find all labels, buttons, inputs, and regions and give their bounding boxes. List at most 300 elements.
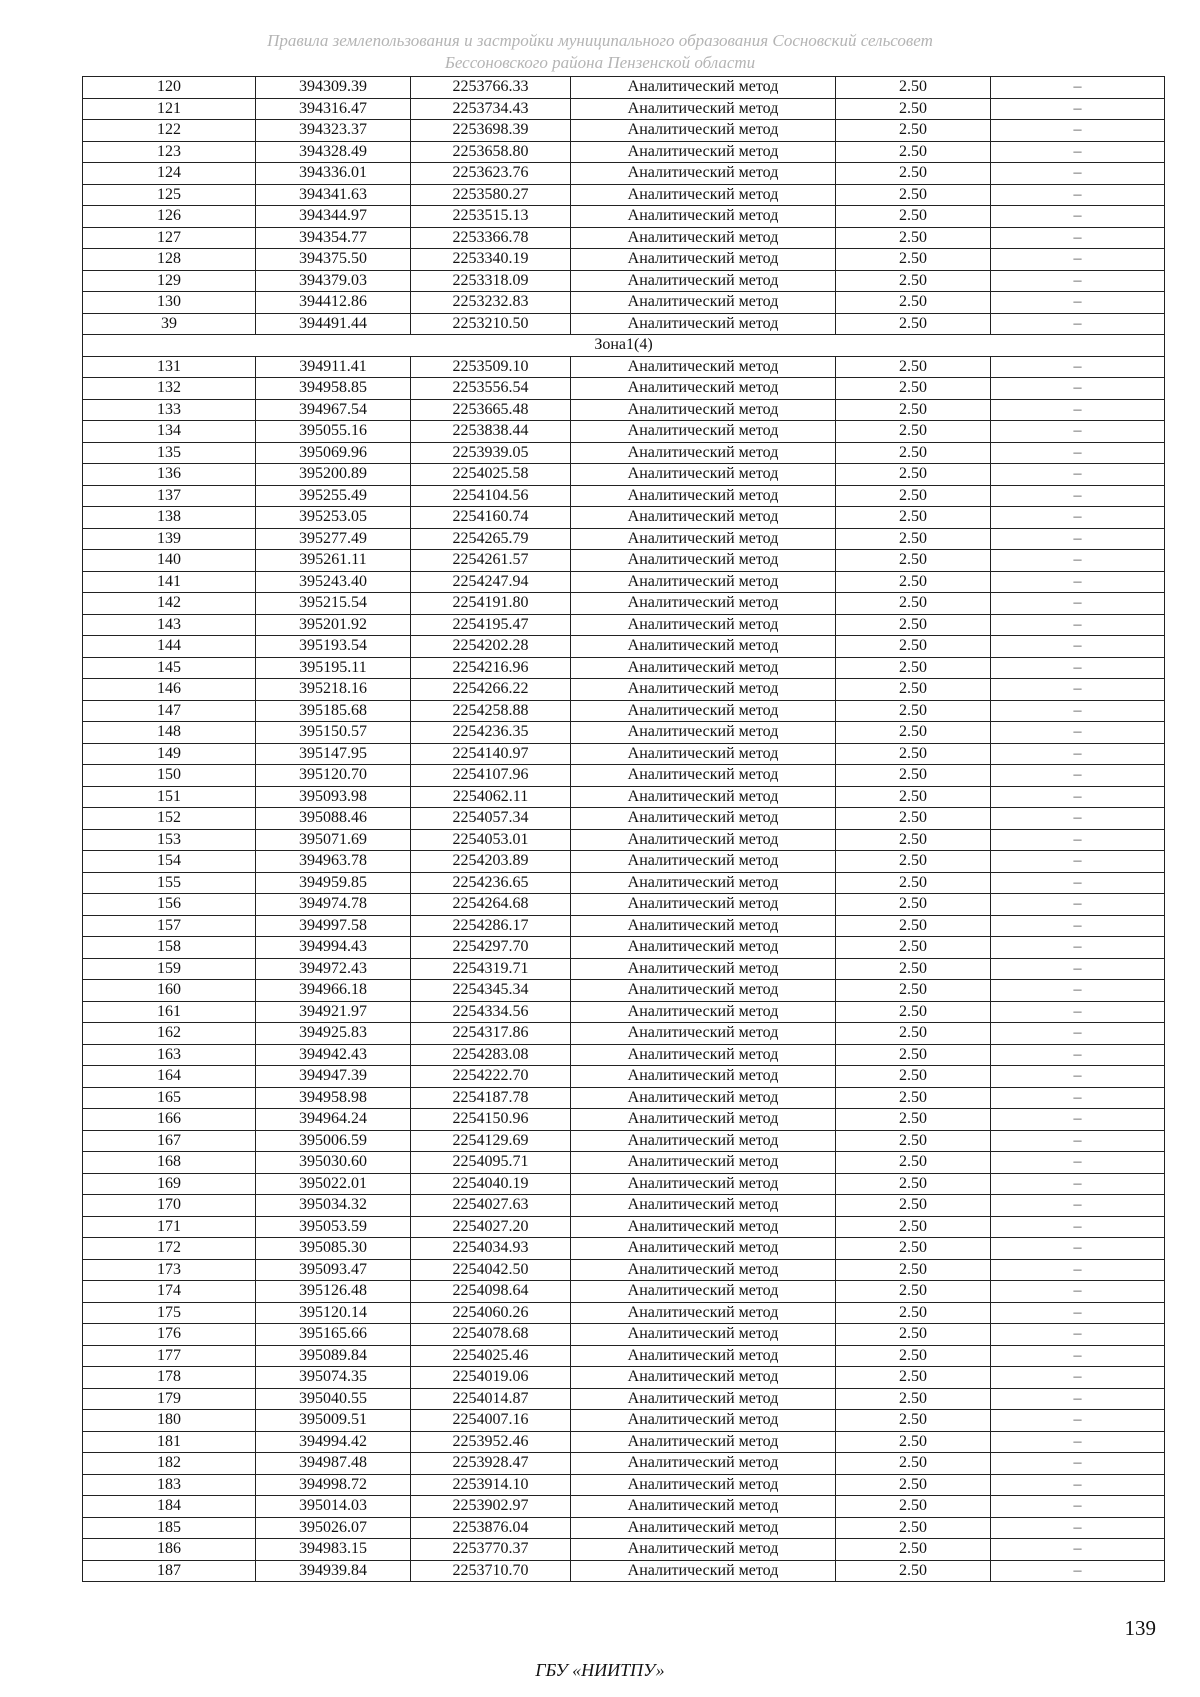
x-coordinate-cell: 395150.57 [256,722,411,744]
point-number-cell: 179 [83,1388,256,1410]
x-coordinate-cell: 394958.85 [256,378,411,400]
method-cell: Аналитический метод [571,958,836,980]
note-cell: – [991,872,1165,894]
y-coordinate-cell: 2254027.63 [411,1195,571,1217]
accuracy-cell: 2.50 [836,1087,991,1109]
point-number-cell: 134 [83,421,256,443]
table-row [83,636,1165,658]
note-cell: – [991,1173,1165,1195]
accuracy-cell: 2.50 [836,1259,991,1281]
y-coordinate-cell: 2253698.39 [411,120,571,142]
x-coordinate-cell: 394344.97 [256,206,411,228]
accuracy-cell: 2.50 [836,206,991,228]
x-coordinate-cell: 395253.05 [256,507,411,529]
point-number-cell: 176 [83,1324,256,1346]
y-coordinate-cell: 2253939.05 [411,442,571,464]
x-coordinate-cell: 395014.03 [256,1496,411,1518]
accuracy-cell: 2.50 [836,636,991,658]
table-row [83,1539,1165,1561]
y-coordinate-cell: 2253318.09 [411,270,571,292]
method-cell: Аналитический метод [571,593,836,615]
x-coordinate-cell: 395055.16 [256,421,411,443]
point-number-cell: 125 [83,184,256,206]
method-cell: Аналитический метод [571,378,836,400]
y-coordinate-cell: 2254060.26 [411,1302,571,1324]
point-number-cell: 156 [83,894,256,916]
x-coordinate-cell: 395195.11 [256,657,411,679]
point-number-cell: 122 [83,120,256,142]
accuracy-cell: 2.50 [836,356,991,378]
table-row [83,1001,1165,1023]
table-row [83,851,1165,873]
table-row [83,227,1165,249]
accuracy-cell: 2.50 [836,1238,991,1260]
method-cell: Аналитический метод [571,1453,836,1475]
accuracy-cell: 2.50 [836,980,991,1002]
note-cell: – [991,1023,1165,1045]
y-coordinate-cell: 2254187.78 [411,1087,571,1109]
running-header-line2: Бессоновского района Пензенской области [444,53,756,72]
point-number-cell: 139 [83,528,256,550]
x-coordinate-cell: 394966.18 [256,980,411,1002]
method-cell: Аналитический метод [571,1410,836,1432]
x-coordinate-cell: 394994.42 [256,1431,411,1453]
note-cell: – [991,206,1165,228]
x-coordinate-cell: 394947.39 [256,1066,411,1088]
table-row [83,421,1165,443]
x-coordinate-cell: 394341.63 [256,184,411,206]
method-cell: Аналитический метод [571,528,836,550]
table-row [83,1302,1165,1324]
method-cell: Аналитический метод [571,141,836,163]
table-row [83,1474,1165,1496]
table-row [83,571,1165,593]
x-coordinate-cell: 395053.59 [256,1216,411,1238]
point-number-cell: 147 [83,700,256,722]
method-cell: Аналитический метод [571,1216,836,1238]
point-number-cell: 187 [83,1560,256,1582]
y-coordinate-cell: 2253556.54 [411,378,571,400]
x-coordinate-cell: 394994.43 [256,937,411,959]
point-number-cell: 172 [83,1238,256,1260]
note-cell: – [991,958,1165,980]
y-coordinate-cell: 2253580.27 [411,184,571,206]
point-number-cell: 186 [83,1539,256,1561]
table-row [83,528,1165,550]
note-cell: – [991,894,1165,916]
method-cell: Аналитический метод [571,163,836,185]
note-cell: – [991,679,1165,701]
point-number-cell: 183 [83,1474,256,1496]
method-cell: Аналитический метод [571,636,836,658]
accuracy-cell: 2.50 [836,141,991,163]
y-coordinate-cell: 2254195.47 [411,614,571,636]
y-coordinate-cell: 2254150.96 [411,1109,571,1131]
point-number-cell: 180 [83,1410,256,1432]
method-cell: Аналитический метод [571,700,836,722]
point-number-cell: 121 [83,98,256,120]
table-row [83,464,1165,486]
point-number-cell: 155 [83,872,256,894]
method-cell: Аналитический метод [571,120,836,142]
note-cell: – [991,1001,1165,1023]
table-row [83,808,1165,830]
note-cell: – [991,743,1165,765]
note-cell: – [991,1539,1165,1561]
y-coordinate-cell: 2253902.97 [411,1496,571,1518]
table-row [83,1453,1165,1475]
note-cell: – [991,1216,1165,1238]
table-row [83,1130,1165,1152]
accuracy-cell: 2.50 [836,1517,991,1539]
note-cell: – [991,1044,1165,1066]
table-row [83,184,1165,206]
y-coordinate-cell: 2254317.86 [411,1023,571,1045]
y-coordinate-cell: 2253928.47 [411,1453,571,1475]
x-coordinate-cell: 395243.40 [256,571,411,593]
note-cell: – [991,1152,1165,1174]
point-number-cell: 123 [83,141,256,163]
method-cell: Аналитический метод [571,657,836,679]
x-coordinate-cell: 395218.16 [256,679,411,701]
x-coordinate-cell: 395126.48 [256,1281,411,1303]
note-cell: – [991,77,1165,99]
point-number-cell: 168 [83,1152,256,1174]
point-number-cell: 148 [83,722,256,744]
method-cell: Аналитический метод [571,614,836,636]
table-row [83,1431,1165,1453]
table-row [83,937,1165,959]
table-row [83,786,1165,808]
method-cell: Аналитический метод [571,1238,836,1260]
method-cell: Аналитический метод [571,1367,836,1389]
y-coordinate-cell: 2254040.19 [411,1173,571,1195]
accuracy-cell: 2.50 [836,442,991,464]
y-coordinate-cell: 2254266.22 [411,679,571,701]
note-cell: – [991,1496,1165,1518]
method-cell: Аналитический метод [571,356,836,378]
note-cell: – [991,313,1165,335]
x-coordinate-cell: 395030.60 [256,1152,411,1174]
point-number-cell: 136 [83,464,256,486]
x-coordinate-cell: 395165.66 [256,1324,411,1346]
x-coordinate-cell: 394983.15 [256,1539,411,1561]
x-coordinate-cell: 395215.54 [256,593,411,615]
accuracy-cell: 2.50 [836,464,991,486]
y-coordinate-cell: 2254222.70 [411,1066,571,1088]
y-coordinate-cell: 2254236.65 [411,872,571,894]
x-coordinate-cell: 394998.72 [256,1474,411,1496]
y-coordinate-cell: 2253658.80 [411,141,571,163]
point-number-cell: 178 [83,1367,256,1389]
accuracy-cell: 2.50 [836,958,991,980]
accuracy-cell: 2.50 [836,399,991,421]
point-number-cell: 158 [83,937,256,959]
table-row [83,1367,1165,1389]
note-cell: – [991,1388,1165,1410]
accuracy-cell: 2.50 [836,937,991,959]
table-row [83,593,1165,615]
note-cell: – [991,1560,1165,1582]
note-cell: – [991,163,1165,185]
x-coordinate-cell: 394328.49 [256,141,411,163]
table-row [83,1023,1165,1045]
x-coordinate-cell: 395034.32 [256,1195,411,1217]
method-cell: Аналитический метод [571,679,836,701]
method-cell: Аналитический метод [571,937,836,959]
method-cell: Аналитический метод [571,571,836,593]
x-coordinate-cell: 395120.14 [256,1302,411,1324]
accuracy-cell: 2.50 [836,1367,991,1389]
method-cell: Аналитический метод [571,292,836,314]
method-cell: Аналитический метод [571,1496,836,1518]
y-coordinate-cell: 2253952.46 [411,1431,571,1453]
accuracy-cell: 2.50 [836,1431,991,1453]
method-cell: Аналитический метод [571,1345,836,1367]
point-number-cell: 149 [83,743,256,765]
y-coordinate-cell: 2253665.48 [411,399,571,421]
method-cell: Аналитический метод [571,77,836,99]
x-coordinate-cell: 394964.24 [256,1109,411,1131]
table-row [83,507,1165,529]
y-coordinate-cell: 2254104.56 [411,485,571,507]
note-cell: – [991,1431,1165,1453]
note-cell: – [991,722,1165,744]
method-cell: Аналитический метод [571,1195,836,1217]
y-coordinate-cell: 2254202.28 [411,636,571,658]
y-coordinate-cell: 2253914.10 [411,1474,571,1496]
y-coordinate-cell: 2254107.96 [411,765,571,787]
y-coordinate-cell: 2254247.94 [411,571,571,593]
note-cell: – [991,980,1165,1002]
y-coordinate-cell: 2254140.97 [411,743,571,765]
accuracy-cell: 2.50 [836,593,991,615]
y-coordinate-cell: 2253232.83 [411,292,571,314]
y-coordinate-cell: 2254053.01 [411,829,571,851]
table-row [83,1044,1165,1066]
x-coordinate-cell: 395201.92 [256,614,411,636]
accuracy-cell: 2.50 [836,1195,991,1217]
y-coordinate-cell: 2254264.68 [411,894,571,916]
point-number-cell: 39 [83,313,256,335]
method-cell: Аналитический метод [571,1087,836,1109]
table-row [83,894,1165,916]
x-coordinate-cell: 395089.84 [256,1345,411,1367]
accuracy-cell: 2.50 [836,679,991,701]
y-coordinate-cell: 2253210.50 [411,313,571,335]
table-row [83,206,1165,228]
accuracy-cell: 2.50 [836,98,991,120]
note-cell: – [991,593,1165,615]
x-coordinate-cell: 395026.07 [256,1517,411,1539]
x-coordinate-cell: 394911.41 [256,356,411,378]
note-cell: – [991,227,1165,249]
x-coordinate-cell: 395009.51 [256,1410,411,1432]
point-number-cell: 163 [83,1044,256,1066]
method-cell: Аналитический метод [571,1023,836,1045]
point-number-cell: 126 [83,206,256,228]
footer-organization: ГБУ «НИИТПУ» [535,1660,665,1680]
table-row [83,1517,1165,1539]
method-cell: Аналитический метод [571,550,836,572]
table-row [83,270,1165,292]
point-number-cell: 132 [83,378,256,400]
table-row [83,1345,1165,1367]
y-coordinate-cell: 2254319.71 [411,958,571,980]
point-number-cell: 144 [83,636,256,658]
point-number-cell: 157 [83,915,256,937]
note-cell: – [991,421,1165,443]
accuracy-cell: 2.50 [836,1152,991,1174]
y-coordinate-cell: 2253515.13 [411,206,571,228]
method-cell: Аналитический метод [571,1130,836,1152]
note-cell: – [991,1259,1165,1281]
table-row [83,743,1165,765]
accuracy-cell: 2.50 [836,894,991,916]
y-coordinate-cell: 2254025.46 [411,1345,571,1367]
accuracy-cell: 2.50 [836,378,991,400]
method-cell: Аналитический метод [571,1001,836,1023]
x-coordinate-cell: 394309.39 [256,77,411,99]
y-coordinate-cell: 2253509.10 [411,356,571,378]
table-row [83,1216,1165,1238]
y-coordinate-cell: 2254042.50 [411,1259,571,1281]
x-coordinate-cell: 395193.54 [256,636,411,658]
note-cell: – [991,356,1165,378]
note-cell: – [991,786,1165,808]
accuracy-cell: 2.50 [836,77,991,99]
note-cell: – [991,442,1165,464]
point-number-cell: 127 [83,227,256,249]
table-row [83,98,1165,120]
accuracy-cell: 2.50 [836,1474,991,1496]
accuracy-cell: 2.50 [836,249,991,271]
point-number-cell: 151 [83,786,256,808]
point-number-cell: 152 [83,808,256,830]
accuracy-cell: 2.50 [836,571,991,593]
accuracy-cell: 2.50 [836,227,991,249]
x-coordinate-cell: 395085.30 [256,1238,411,1260]
note-cell: – [991,270,1165,292]
note-cell: – [991,550,1165,572]
accuracy-cell: 2.50 [836,1302,991,1324]
note-cell: – [991,485,1165,507]
method-cell: Аналитический метод [571,1388,836,1410]
accuracy-cell: 2.50 [836,270,991,292]
method-cell: Аналитический метод [571,485,836,507]
table-row [83,915,1165,937]
x-coordinate-cell: 395088.46 [256,808,411,830]
point-number-cell: 161 [83,1001,256,1023]
x-coordinate-cell: 395185.68 [256,700,411,722]
method-cell: Аналитический метод [571,1066,836,1088]
x-coordinate-cell: 394974.78 [256,894,411,916]
point-number-cell: 173 [83,1259,256,1281]
note-cell: – [991,1281,1165,1303]
note-cell: – [991,1453,1165,1475]
x-coordinate-cell: 395022.01 [256,1173,411,1195]
y-coordinate-cell: 2253766.33 [411,77,571,99]
table-row [83,77,1165,99]
note-cell: – [991,1066,1165,1088]
note-cell: – [991,657,1165,679]
x-coordinate-cell: 394412.86 [256,292,411,314]
point-number-cell: 175 [83,1302,256,1324]
table-row [83,356,1165,378]
method-cell: Аналитический метод [571,980,836,1002]
point-number-cell: 150 [83,765,256,787]
accuracy-cell: 2.50 [836,1109,991,1131]
note-cell: – [991,915,1165,937]
table-row [83,378,1165,400]
note-cell: – [991,141,1165,163]
method-cell: Аналитический метод [571,1539,836,1561]
note-cell: – [991,378,1165,400]
note-cell: – [991,1130,1165,1152]
note-cell: – [991,184,1165,206]
x-coordinate-cell: 395147.95 [256,743,411,765]
method-cell: Аналитический метод [571,464,836,486]
accuracy-cell: 2.50 [836,1044,991,1066]
table-row [83,485,1165,507]
y-coordinate-cell: 2254098.64 [411,1281,571,1303]
method-cell: Аналитический метод [571,1517,836,1539]
method-cell: Аналитический метод [571,249,836,271]
x-coordinate-cell: 395255.49 [256,485,411,507]
point-number-cell: 169 [83,1173,256,1195]
table-row [83,958,1165,980]
y-coordinate-cell: 2254014.87 [411,1388,571,1410]
point-number-cell: 133 [83,399,256,421]
note-cell: – [991,1238,1165,1260]
method-cell: Аналитический метод [571,399,836,421]
point-number-cell: 138 [83,507,256,529]
accuracy-cell: 2.50 [836,1496,991,1518]
accuracy-cell: 2.50 [836,1324,991,1346]
table-row [83,1087,1165,1109]
y-coordinate-cell: 2254062.11 [411,786,571,808]
y-coordinate-cell: 2254057.34 [411,808,571,830]
x-coordinate-cell: 395120.70 [256,765,411,787]
x-coordinate-cell: 394491.44 [256,313,411,335]
note-cell: – [991,1410,1165,1432]
accuracy-cell: 2.50 [836,1281,991,1303]
accuracy-cell: 2.50 [836,1560,991,1582]
table-row [83,313,1165,335]
y-coordinate-cell: 2254007.16 [411,1410,571,1432]
y-coordinate-cell: 2253838.44 [411,421,571,443]
accuracy-cell: 2.50 [836,915,991,937]
x-coordinate-cell: 395074.35 [256,1367,411,1389]
table-row [83,1066,1165,1088]
method-cell: Аналитический метод [571,184,836,206]
point-number-cell: 182 [83,1453,256,1475]
point-number-cell: 154 [83,851,256,873]
note-cell: – [991,464,1165,486]
accuracy-cell: 2.50 [836,872,991,894]
y-coordinate-cell: 2254160.74 [411,507,571,529]
accuracy-cell: 2.50 [836,700,991,722]
point-number-cell: 146 [83,679,256,701]
accuracy-cell: 2.50 [836,528,991,550]
y-coordinate-cell: 2253876.04 [411,1517,571,1539]
table-row [83,292,1165,314]
point-number-cell: 130 [83,292,256,314]
y-coordinate-cell: 2253770.37 [411,1539,571,1561]
x-coordinate-cell: 394967.54 [256,399,411,421]
table-row [83,163,1165,185]
table-row [83,399,1165,421]
